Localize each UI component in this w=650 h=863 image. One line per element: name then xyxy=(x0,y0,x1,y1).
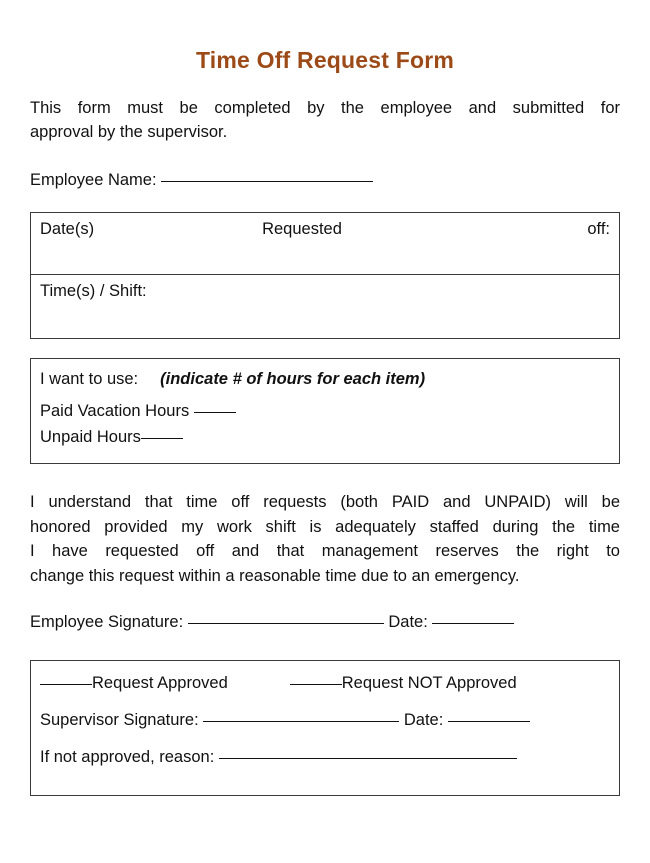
supervisor-date-input[interactable] xyxy=(448,721,530,722)
approval-checkboxes-row xyxy=(40,671,610,693)
usage-heading-row xyxy=(40,367,610,392)
requested-label: Requested xyxy=(262,220,342,239)
request-approved-checkbox[interactable] xyxy=(40,684,92,685)
unpaid-hours-input[interactable] xyxy=(141,438,183,439)
denial-reason-label: If not approved, reason: xyxy=(40,748,215,767)
understanding-line-1: I understand that time off requests (both PAID and UNPAID) will be xyxy=(30,493,620,512)
understanding-line-4: change this request within a reasonable time due to an emergency. xyxy=(30,566,520,585)
denial-reason-input[interactable] xyxy=(219,758,517,759)
times-shift-row[interactable] xyxy=(31,275,619,338)
intro-line-2: approval by the supervisor. xyxy=(30,123,228,142)
supervisor-date-label: Date: xyxy=(403,711,444,730)
dates-requested-row[interactable] xyxy=(31,213,619,275)
paid-vacation-row xyxy=(40,392,610,424)
employee-date-label: Date: xyxy=(388,613,428,632)
unpaid-hours-label: Unpaid Hours xyxy=(40,427,141,446)
employee-signature-label: Employee Signature: xyxy=(30,613,184,632)
employee-signature-input[interactable] xyxy=(188,623,384,624)
supervisor-signature-label: Supervisor Signature: xyxy=(40,711,199,730)
unpaid-hours-row xyxy=(40,424,610,450)
employee-name-input[interactable] xyxy=(161,181,373,182)
supervisor-signature-row xyxy=(40,693,610,730)
request-not-approved-label: Request NOT Approved xyxy=(341,674,517,693)
paid-vacation-label: Paid Vacation Hours xyxy=(40,401,190,420)
paid-vacation-hours-input[interactable] xyxy=(194,412,236,413)
employee-name-label: Employee Name: xyxy=(30,171,157,190)
understanding-line-2: honored provided my work shift is adequately staffed during the time xyxy=(30,517,620,536)
usage-hint-label: (indicate # of hours for each item) xyxy=(160,370,426,389)
usage-heading-label: I want to use: xyxy=(40,370,139,389)
supervisor-signature-input[interactable] xyxy=(203,721,399,722)
approval-box xyxy=(30,660,620,796)
page-title: Time Off Request Form xyxy=(195,47,455,73)
off-label: off: xyxy=(587,220,610,239)
request-not-approved-checkbox[interactable] xyxy=(290,684,342,685)
intro-paragraph xyxy=(30,73,620,145)
dates-label: Date(s) xyxy=(40,220,95,239)
hours-usage-box xyxy=(30,358,620,464)
request-approved-label: Request Approved xyxy=(92,674,228,693)
dates-requested-box xyxy=(30,212,620,339)
employee-name-row xyxy=(30,145,620,190)
employee-date-input[interactable] xyxy=(432,623,514,624)
understanding-line-3: I have requested off and that management reserves the right to xyxy=(30,542,620,561)
employee-signature-row xyxy=(30,588,620,632)
intro-line-1: This form must be completed by the employee and submitted for xyxy=(30,99,620,118)
times-shift-label: Time(s) / Shift: xyxy=(40,282,147,301)
denial-reason-row xyxy=(40,730,610,767)
understanding-paragraph xyxy=(30,464,620,588)
